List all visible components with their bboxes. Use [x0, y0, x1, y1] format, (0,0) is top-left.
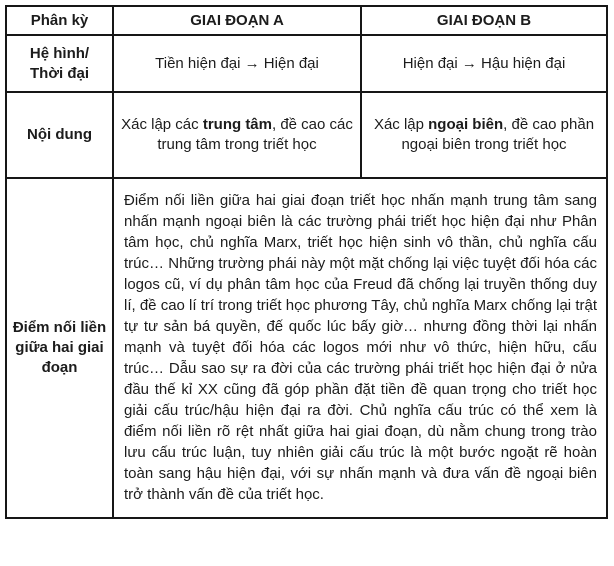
cell-a-text-bold: trung tâm [202, 116, 272, 133]
table-header-row [6, 6, 607, 35]
row-diem-noi [6, 178, 607, 518]
row-noi-dung [6, 92, 607, 178]
cell-a-text-post: , đề cao các trung tâm trong triết học [157, 116, 353, 153]
cell-b-text-bold: ngoại biên [428, 116, 504, 133]
header-giai-doan-a: GIAI ĐOẠN A [113, 6, 361, 35]
header-giai-doan-b: GIAI ĐOẠN B [361, 6, 607, 35]
cell-noi-dung-giai-doan-b [361, 92, 607, 178]
row-label-diem-noi: Điểm nối liền giữa hai giai đoạn [6, 178, 113, 518]
cell-he-hinh-giai-doan-b: Hiện đại → Hậu hiện đại [361, 35, 607, 92]
row-label-he-hinh [6, 35, 113, 92]
header-phan-ky: Phân kỳ [6, 6, 113, 35]
cell-noi-dung-giai-doan-a [113, 92, 361, 178]
philosophy-phases-table [5, 5, 608, 519]
cell-b-text-post: , đề cao phần ngoại biên trong triết học [401, 116, 595, 153]
row-he-hinh [6, 35, 607, 92]
cell-a-text-pre: Xác lập các [121, 116, 203, 133]
cell-diem-noi-content: Điểm nối liền giữa hai giai đoạn triết học nhấn mạnh trung tâm sang nhấn mạnh ngoại biên là các trường phái triết học hiện đại như Phân tâm học, chủ nghĩa Marx, triết học hiện sinh vô thần, chủ nghĩa cấu trúc… Những trường phái này một mặt chống lại việc tuyệt đối hóa các logos cũ, ví dụ phân tâm học của Freud đã chống lại truyền thống duy lí, đề cao lí trí trong triết học phương Tây, chủ nghĩa Marx chống lại trật tự tư sản bá quyền, đế quốc lúc bấy giờ… nhưng đồng thời lại nhấn mạnh và tuyệt đối hóa các logos mới như vô thức, hiện hữu, cấu trúc… Dẫu sao sự ra đời của các trường phái triết học hiện đại ở nửa đầu thế kỉ XX cũng đã góp phần đặt tiền đề quan trọng cho triết học giải cấu trúc/hậu hiện đại ra đời. Chủ nghĩa cấu trúc có thể xem là điểm nối liền rõ rệt nhất giữa hai giai đoạn, dù nằm chung trong trào lưu cấu trúc luận, tuy nhiên giải cấu trúc là một bước ngoặt rẽ hoàn toàn sang hậu hiện đại, với sự nhấn mạnh và đưa vấn đề ngoại biên trở thành vấn đề của triết học. [113, 178, 607, 518]
row-label-noi-dung: Nội dung [6, 92, 113, 178]
row-label-he-hinh-line2: Thời đại [30, 64, 89, 82]
cell-b-text-pre: Xác lập [373, 116, 429, 133]
row-label-he-hinh-line1: Hệ hình/ [29, 44, 90, 62]
cell-he-hinh-giai-doan-a: Tiền hiện đại → Hiện đại [113, 35, 361, 92]
